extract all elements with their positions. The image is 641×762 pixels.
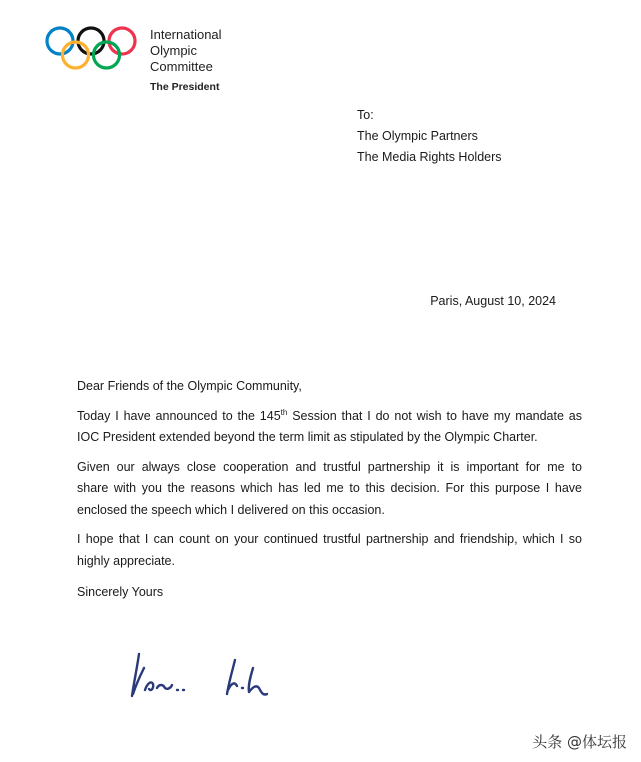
salutation: Dear Friends of the Olympic Community, [77, 379, 302, 393]
org-line: Committee [150, 59, 213, 74]
olympic-rings-logo [44, 26, 138, 72]
ordinal-suffix: th [280, 407, 288, 417]
paragraph [77, 406, 582, 449]
recipient: The Olympic Partners [357, 129, 478, 143]
paragraph-line: share with you the reasons which has led me to this decision. For this purpose I have [77, 481, 582, 495]
organization-name [150, 27, 222, 75]
paragraph-line: Given our always close cooperation and trustful partnership it is important for me to [77, 459, 582, 474]
text-span: Session that I do not wish to have my mandate as [287, 408, 583, 423]
office-title: The President [150, 81, 220, 93]
paragraph-line: I hope that I can count on your continued trustful partnership and friendship, which I so [77, 532, 582, 546]
closing: Sincerely Yours [77, 585, 164, 599]
signature [125, 648, 300, 708]
text-span: Today I have announced to the 145 [77, 408, 281, 423]
paragraph-line: enclosed the speech which I delivered on this occasion. [77, 502, 385, 517]
org-line: International [150, 27, 222, 42]
paragraph-line [77, 406, 582, 428]
recipients-block [357, 105, 502, 168]
paragraph-line: highly appreciate. [77, 553, 175, 568]
paragraph [77, 529, 582, 572]
paragraph-line: IOC President extended beyond the term limit as stipulated by the Olympic Charter. [77, 430, 538, 444]
org-line: Olympic [150, 43, 197, 58]
paragraph [77, 457, 582, 522]
watermark: 头条 @体坛报 [532, 733, 627, 751]
recipient: The Media Rights Holders [357, 150, 502, 164]
to-label: To: [357, 108, 374, 122]
letter-date: Paris, August 10, 2024 [430, 294, 556, 308]
letter-body [77, 376, 582, 612]
